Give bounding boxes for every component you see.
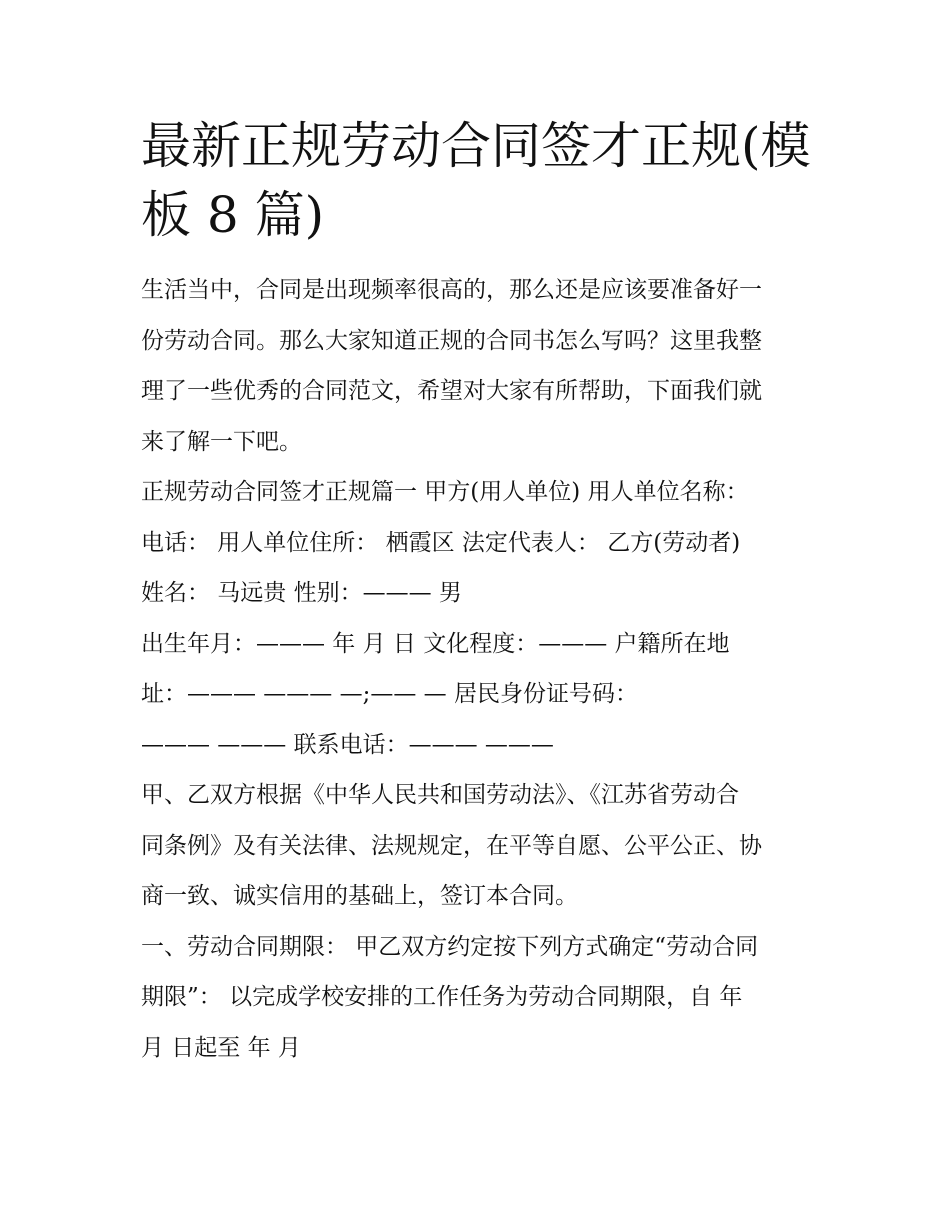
document-content — [141, 112, 821, 1073]
title-line-2 — [141, 181, 821, 250]
body-line: 甲、乙双方根据《中华人民共和国劳动法》、《江苏省劳动合 — [141, 782, 739, 808]
body-line: 份劳动合同。那么大家知道正规的合同书怎么写吗？这里我整 — [141, 327, 762, 354]
body-line: 址：——— ——— —;—— — 居民身份证号码： — [141, 681, 638, 707]
body-line: 电话： 用人单位住所： 栖霞区 法定代表人： 乙方(劳动者) — [141, 529, 741, 556]
body-line: 期限”： 以完成学校安排的工作任务为劳动合同期限，自 年 — [141, 984, 743, 1010]
body-line: ——— ——— 联系电话：——— ——— — [141, 731, 554, 758]
body-line: 姓名： 马远贵 性别：——— 男 — [141, 580, 462, 606]
body-line: 出生年月：——— 年 月 日 文化程度：——— 户籍所在地 — [141, 630, 730, 657]
document-body — [141, 265, 821, 1073]
document-title — [141, 112, 821, 250]
body-line: 商一致、诚实信用的基础上，签订本合同。 — [141, 883, 578, 909]
body-line: 月 日起至 年 月 — [141, 1034, 301, 1061]
title-line-1: 最新正规劳动合同签才正规(模 — [141, 117, 811, 175]
body-line: 正规劳动合同签才正规篇一 甲方(用人单位) 用人单位名称： — [141, 479, 749, 505]
body-line: 理了一些优秀的合同范文，希望对大家有所帮助，下面我们就 — [141, 378, 762, 404]
body-line: 来了解一下吧。 — [141, 428, 302, 455]
title-line-2-text: 板 8 篇) — [141, 186, 325, 244]
body-line: 生活当中，合同是出现频率很高的，那么还是应该要准备好一 — [141, 277, 762, 303]
body-line: 一、劳动合同期限： 甲乙双方约定按下列方式确定“劳动合同 — [141, 933, 759, 960]
body-line: 同条例》及有关法律、法规规定，在平等自愿、公平公正、协 — [141, 832, 762, 859]
